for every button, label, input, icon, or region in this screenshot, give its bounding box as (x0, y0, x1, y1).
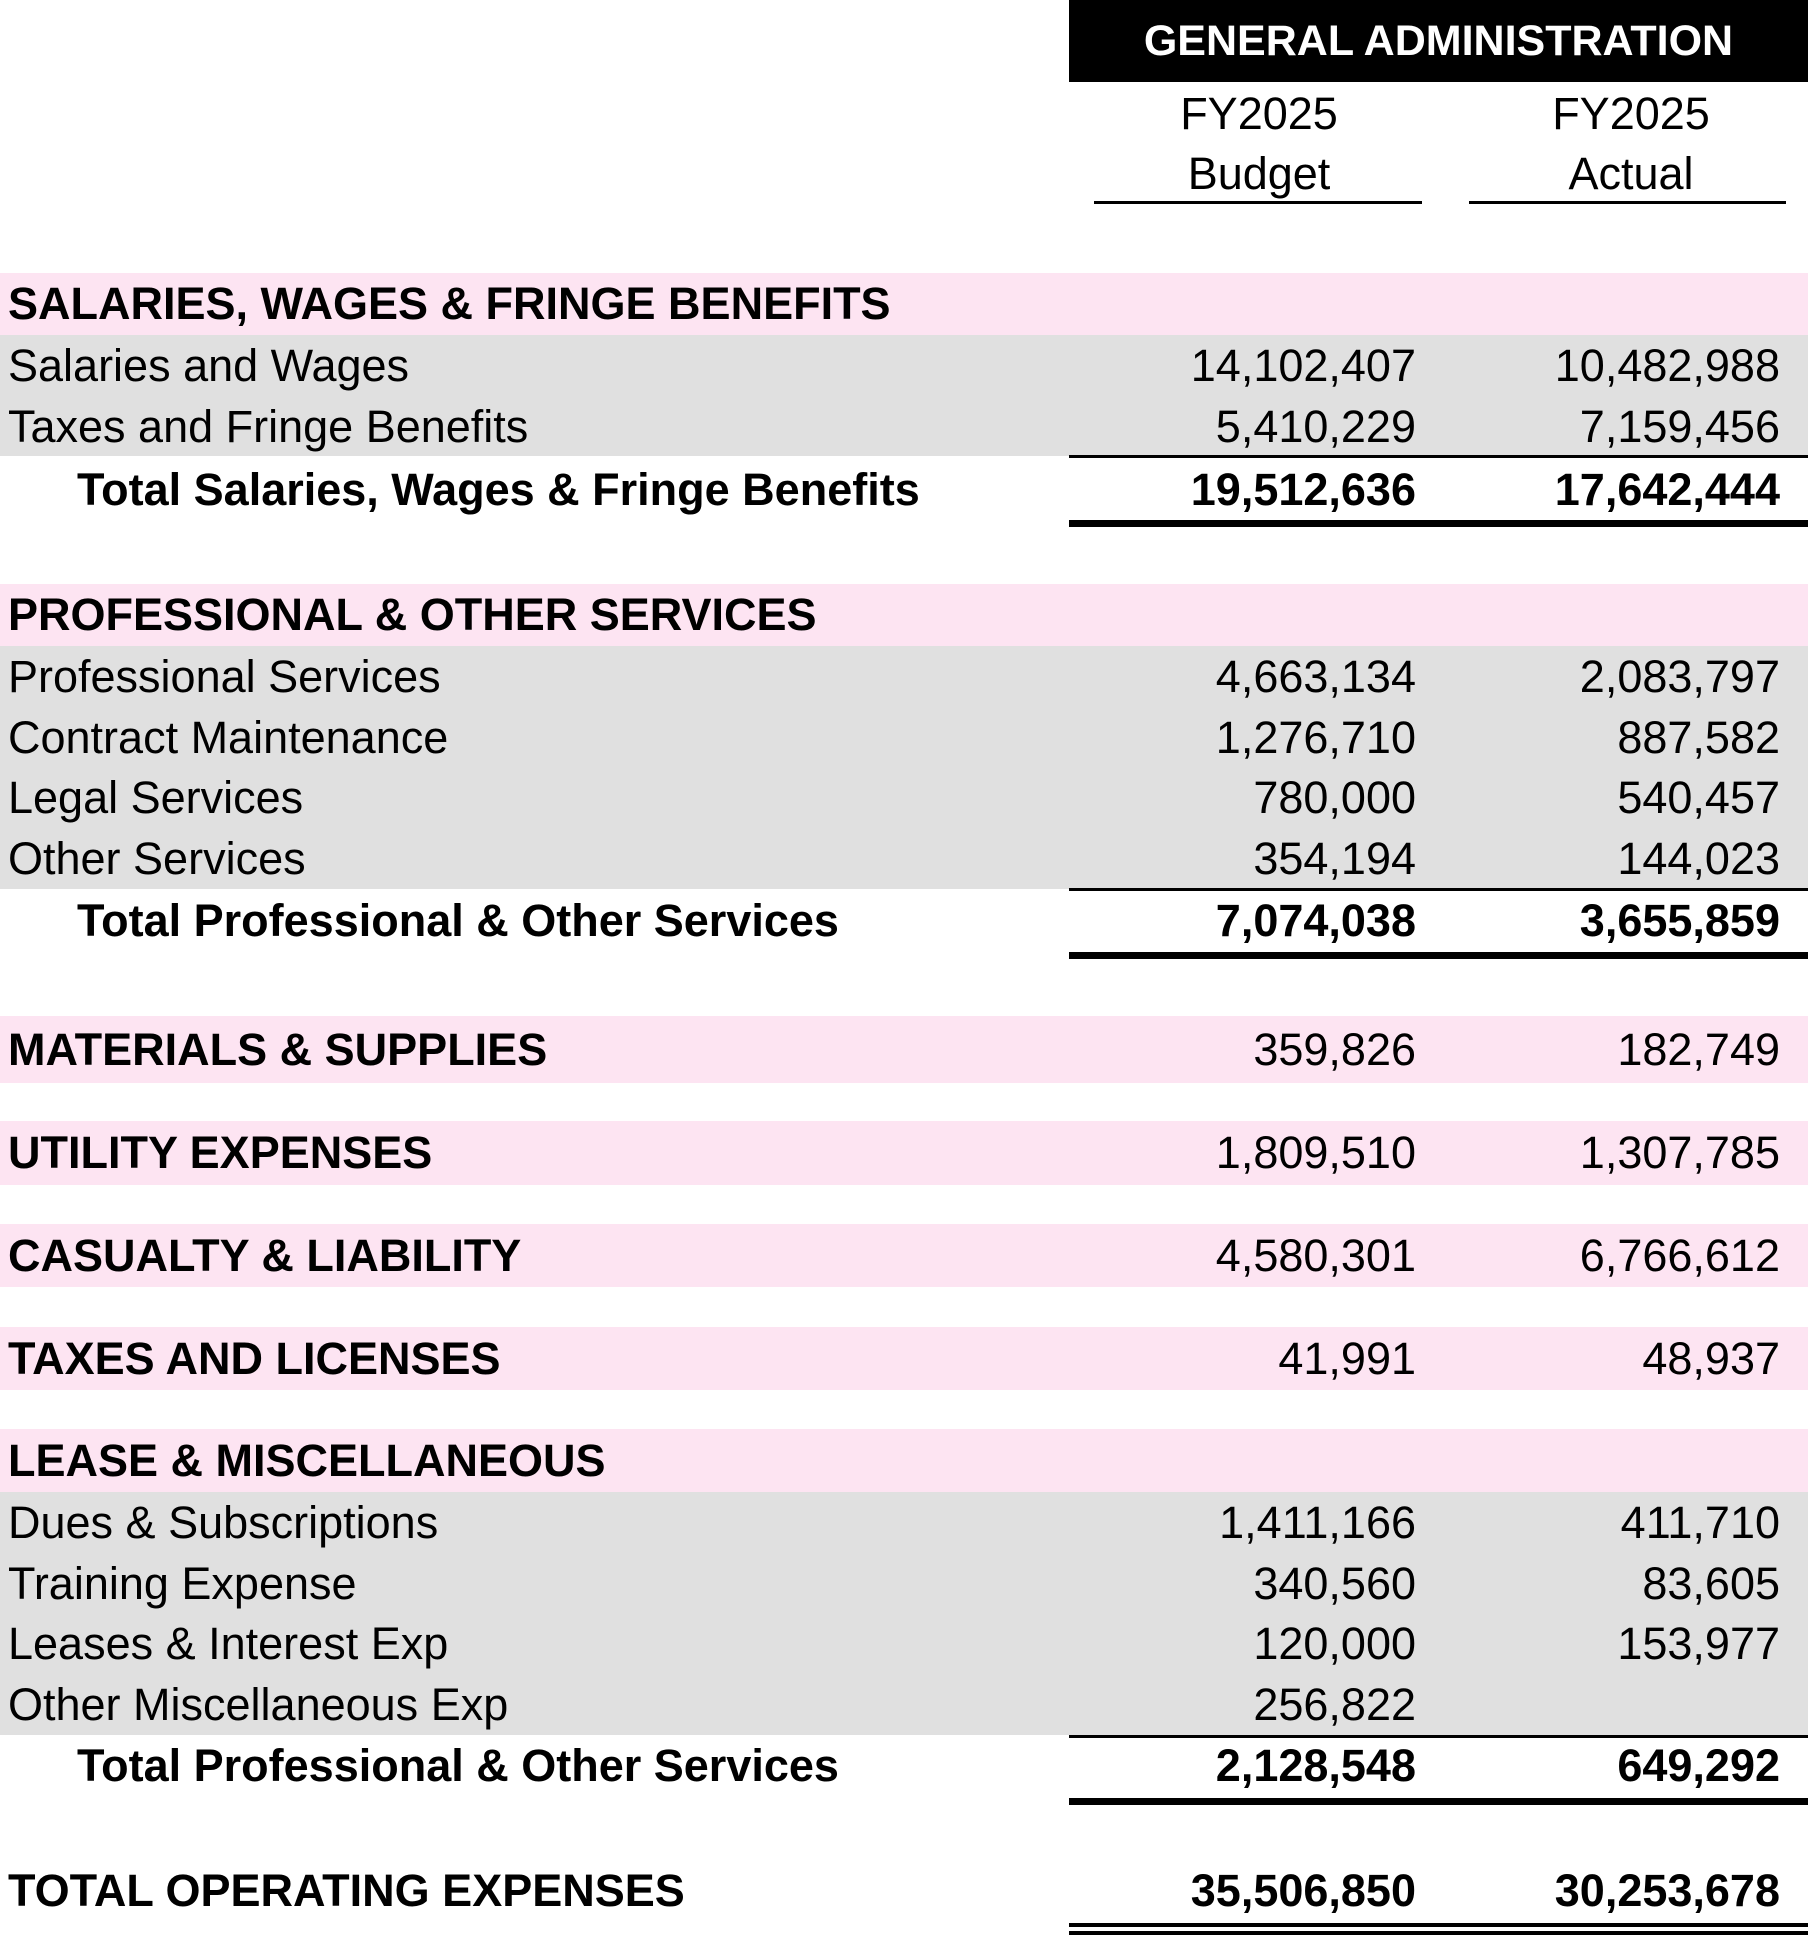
actual-value: 144,023 (1617, 833, 1780, 884)
total-row-professional (0, 890, 1808, 951)
table-row (0, 1492, 1808, 1553)
total-budget-value: 7,074,038 (1215, 895, 1416, 946)
section-row-casualty (0, 1224, 1808, 1287)
section-title: CASUALTY & LIABILITY (8, 1230, 522, 1281)
actual-value: 10,482,988 (1554, 340, 1780, 391)
section-title: UTILITY EXPENSES (8, 1127, 433, 1178)
total-row-lease (0, 1735, 1808, 1796)
total-label: Total Professional & Other Services (77, 1740, 839, 1791)
section-title: MATERIALS & SUPPLIES (8, 1024, 548, 1075)
total-actual-value: 649,292 (1617, 1740, 1780, 1791)
section-title: PROFESSIONAL & OTHER SERVICES (8, 589, 817, 640)
total-rule (1069, 952, 1808, 959)
table-row (0, 1553, 1808, 1614)
total-label: Total Salaries, Wages & Fringe Benefits (77, 464, 920, 515)
section-row-materials (0, 1016, 1808, 1083)
budget-header-underline (1094, 201, 1422, 204)
row-label: Other Miscellaneous Exp (8, 1679, 509, 1730)
row-label: Dues & Subscriptions (8, 1497, 439, 1548)
budget-value: 1,276,710 (1215, 712, 1416, 763)
table-row (0, 767, 1808, 828)
table-row (0, 828, 1808, 889)
actual-value: 6,766,612 (1579, 1230, 1780, 1281)
row-label: Salaries and Wages (8, 340, 410, 391)
grand-total-budget: 35,506,850 (1190, 1865, 1416, 1916)
total-rule (1069, 1798, 1808, 1805)
actual-value: 153,977 (1617, 1618, 1780, 1669)
section-header-salaries (0, 273, 1808, 335)
total-actual-value: 3,655,859 (1579, 895, 1780, 946)
section-header-lease (0, 1429, 1808, 1492)
section-row-utility (0, 1121, 1808, 1185)
budget-value: 4,663,134 (1215, 651, 1416, 702)
section-row-taxes (0, 1327, 1808, 1390)
actual-value: 540,457 (1617, 772, 1780, 823)
actual-value: 48,937 (1642, 1333, 1780, 1384)
row-label: Other Services (8, 833, 306, 884)
table-row (0, 646, 1808, 707)
actual-year: FY2025 (1552, 88, 1710, 139)
grand-total-label: TOTAL OPERATING EXPENSES (8, 1865, 685, 1916)
grand-total-row (0, 1859, 1808, 1923)
total-rule (1069, 520, 1808, 527)
budget-value: 780,000 (1253, 772, 1416, 823)
budget-value: 1,809,510 (1215, 1127, 1416, 1178)
budget-value: 4,580,301 (1215, 1230, 1416, 1281)
row-label: Professional Services (8, 651, 441, 702)
actual-value: 887,582 (1617, 712, 1780, 763)
total-row-salaries (0, 459, 1808, 520)
row-label: Training Expense (8, 1558, 357, 1609)
total-label: Total Professional & Other Services (77, 895, 839, 946)
subtotal-rule (1069, 455, 1808, 458)
actual-value: 83,605 (1642, 1558, 1780, 1609)
budget-value: 41,991 (1278, 1333, 1416, 1384)
budget-value: 354,194 (1253, 833, 1416, 884)
total-actual-value: 17,642,444 (1554, 464, 1780, 515)
actual-value: 2,083,797 (1579, 651, 1780, 702)
grand-total-actual: 30,253,678 (1554, 1865, 1780, 1916)
budget-value: 340,560 (1253, 1558, 1416, 1609)
row-label: Contract Maintenance (8, 712, 449, 763)
actual-value: 411,710 (1620, 1497, 1780, 1548)
budget-value: 120,000 (1253, 1618, 1416, 1669)
column-header-actual (1466, 84, 1796, 204)
budget-value: 256,822 (1253, 1679, 1416, 1730)
budget-value: 5,410,229 (1215, 401, 1416, 452)
table-row (0, 396, 1808, 457)
budget-value: 1,411,166 (1219, 1497, 1416, 1548)
total-budget-value: 19,512,636 (1190, 464, 1416, 515)
row-label: Leases & Interest Exp (8, 1618, 449, 1669)
budget-label: Budget (1187, 148, 1331, 199)
actual-header-underline (1469, 201, 1786, 204)
actual-value: 182,749 (1617, 1024, 1780, 1075)
actual-value: 1,307,785 (1579, 1127, 1780, 1178)
section-header-professional (0, 584, 1808, 646)
budget-year: FY2025 (1180, 88, 1338, 139)
table-row (0, 1674, 1808, 1735)
row-label: Taxes and Fringe Benefits (8, 401, 529, 452)
department-header: GENERAL ADMINISTRATION (1069, 0, 1808, 82)
double-rule-bottom (1069, 1931, 1808, 1935)
budget-value: 14,102,407 (1190, 340, 1416, 391)
actual-label: Actual (1568, 148, 1694, 199)
section-title: LEASE & MISCELLANEOUS (8, 1435, 606, 1486)
budget-value: 359,826 (1253, 1024, 1416, 1075)
section-title: SALARIES, WAGES & FRINGE BENEFITS (8, 278, 891, 329)
double-rule-top (1069, 1923, 1808, 1927)
column-header-budget (1094, 84, 1424, 204)
section-title: TAXES AND LICENSES (8, 1333, 501, 1384)
row-label: Legal Services (8, 772, 304, 823)
table-row (0, 1613, 1808, 1674)
actual-value: 7,159,456 (1579, 401, 1780, 452)
total-budget-value: 2,128,548 (1215, 1740, 1416, 1791)
table-row (0, 335, 1808, 396)
table-row (0, 707, 1808, 768)
